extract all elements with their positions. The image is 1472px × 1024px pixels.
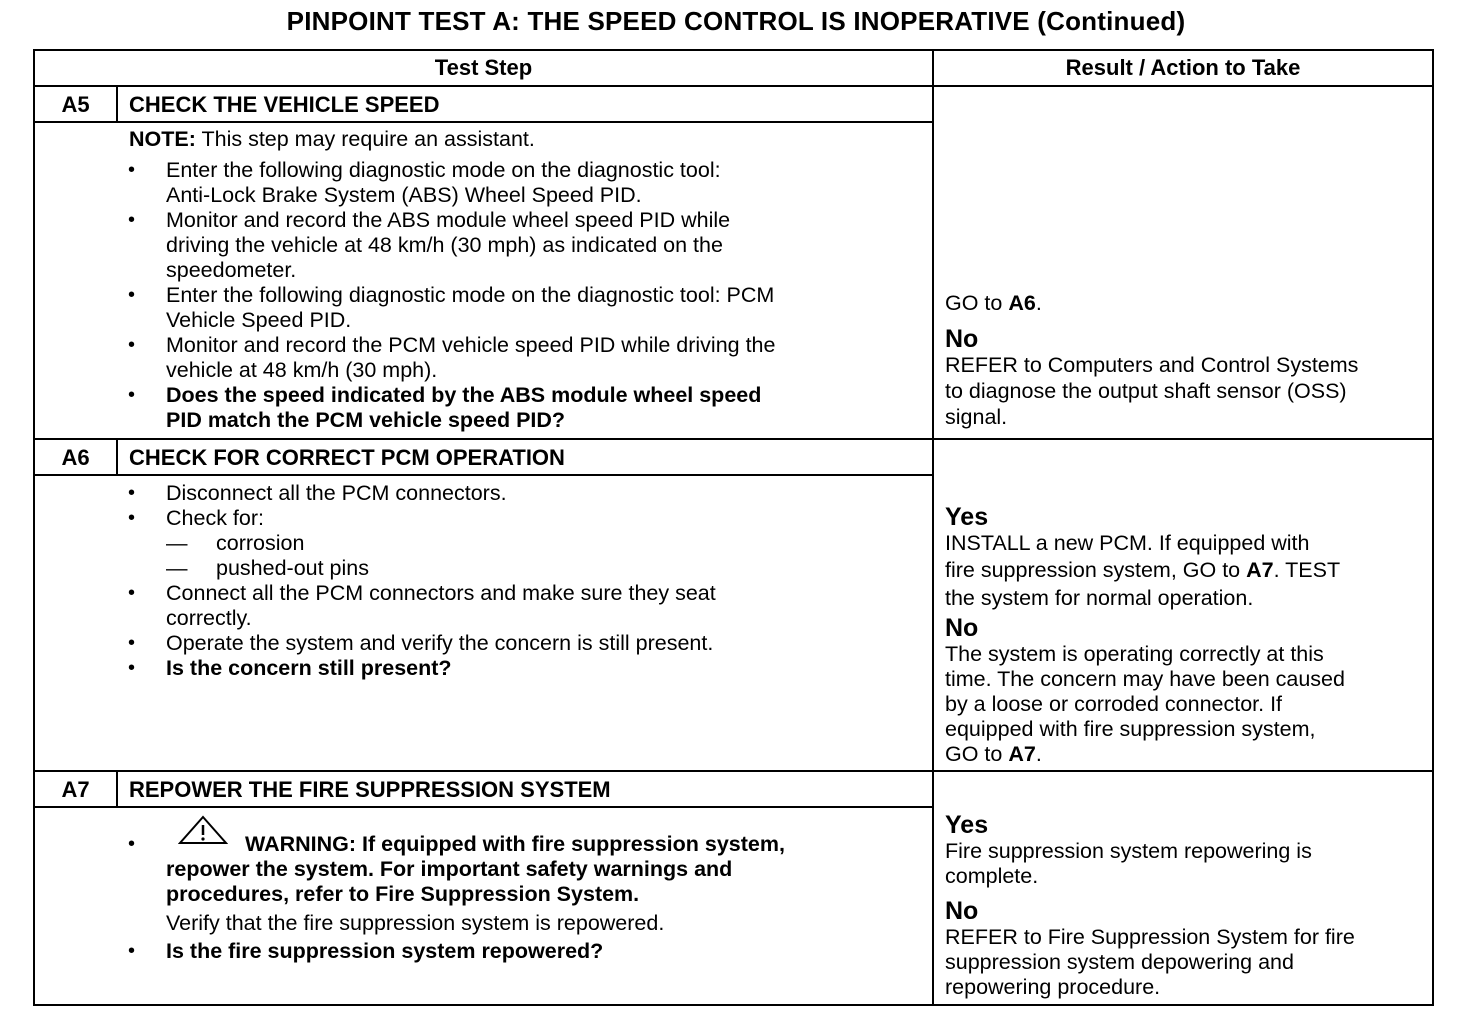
a6-heading-divider (35, 474, 933, 476)
a6-yes-line (945, 558, 1340, 583)
header-test-step: Test Step (434, 55, 533, 80)
a5-go-suffix: . (1035, 291, 1042, 315)
a6-no-go-suffix: . (1035, 742, 1042, 766)
a5-go-prefix: GO to (945, 291, 1009, 315)
a5-line: Anti-Lock Brake System (ABS) Wheel Speed PID. (166, 183, 642, 207)
a7-warning-line: procedures, refer to Fire Suppression System. (166, 882, 640, 906)
a7-question: Is the fire suppression system repowered? (166, 939, 604, 963)
a6-no-go-prefix: GO to (945, 742, 1009, 766)
dash: — (166, 556, 188, 580)
a6-line: Check for: (166, 506, 264, 530)
a5-line: driving the vehicle at 48 km/h (30 mph) as indicated on the (166, 233, 723, 257)
page-title: PINPOINT TEST A: THE SPEED CONTROL IS INOPERATIVE (Continued) (286, 6, 1186, 36)
step-heading-a7: REPOWER THE FIRE SUPPRESSION SYSTEM (129, 777, 611, 802)
bullet: • (128, 657, 136, 679)
a5-line: Monitor and record the ABS module wheel speed PID while (166, 208, 731, 232)
a6-no-line: time. The concern may have been caused (945, 667, 1345, 691)
a7-id-divider (116, 771, 118, 807)
a5-question: Does the speed indicated by the ABS module wheel speed (166, 383, 762, 407)
a6-yes-line: the system for normal operation. (945, 586, 1254, 610)
step-id-a5: A5 (61, 92, 90, 117)
a6-line: Connect all the PCM connectors and make sure they seat (166, 581, 716, 605)
a6-row-divider (35, 770, 1432, 772)
bullet: • (128, 507, 136, 529)
pinpoint-test-table (33, 49, 1434, 1006)
a7-no-line: repowering procedure. (945, 975, 1161, 999)
a7-no-label: No (945, 897, 979, 925)
a5-no-line: signal. (945, 405, 1008, 429)
bullet: • (128, 284, 136, 306)
a6-yes-suffix: . TEST (1273, 558, 1341, 582)
a6-line: pushed-out pins (216, 556, 369, 580)
a5-id-divider (116, 86, 118, 122)
a6-yes-line: INSTALL a new PCM. If equipped with (945, 531, 1310, 555)
a5-note-label: NOTE: (129, 127, 196, 151)
bullet: • (128, 833, 136, 855)
a6-no-label: No (945, 614, 979, 642)
a5-line: Monitor and record the PCM vehicle speed PID while driving the (166, 333, 776, 357)
a5-line: speedometer. (166, 258, 297, 282)
a6-yes-prefix: fire suppression system, GO to (945, 558, 1247, 582)
dash: — (166, 531, 188, 555)
a6-line: Disconnect all the PCM connectors. (166, 481, 507, 505)
a5-line: Enter the following diagnostic mode on the diagnostic tool: (166, 158, 721, 182)
a7-verify: Verify that the fire suppression system is repowered. (166, 911, 665, 935)
a6-yes-target: A7 (1246, 558, 1274, 582)
bullet: • (128, 582, 136, 604)
a5-no-line: REFER to Computers and Control Systems (945, 353, 1359, 377)
bullet: • (128, 384, 136, 406)
a5-result-go (945, 291, 1042, 316)
a7-yes-line: complete. (945, 864, 1039, 888)
a5-note-text: This step may require an assistant. (195, 127, 535, 151)
a6-no-line: by a loose or corroded connector. If (945, 692, 1283, 716)
a6-no-line: equipped with fire suppression system, (945, 717, 1316, 741)
bullet: • (128, 159, 136, 181)
a7-no-line: REFER to Fire Suppression System for fire (945, 925, 1355, 949)
a6-line: Operate the system and verify the concern is still present. (166, 631, 714, 655)
a7-warning-line: repower the system. For important safety warnings and (166, 857, 733, 881)
a6-no-line: The system is operating correctly at this (945, 642, 1324, 666)
a6-no-go (945, 742, 1042, 767)
a7-warning-line: WARNING: If equipped with fire suppression system, (245, 832, 785, 856)
a5-question: PID match the PCM vehicle speed PID? (166, 408, 566, 432)
a5-go-target: A6 (1008, 291, 1036, 315)
step-heading-a6: CHECK FOR CORRECT PCM OPERATION (129, 445, 565, 470)
a5-row-divider (35, 438, 1432, 440)
bullet: • (128, 482, 136, 504)
bullet: • (128, 632, 136, 654)
a7-yes-line: Fire suppression system repowering is (945, 839, 1312, 863)
a5-heading-divider (35, 121, 933, 123)
a5-note (129, 127, 535, 152)
a6-id-divider (116, 439, 118, 475)
step-id-a7: A7 (61, 777, 90, 802)
a6-question: Is the concern still present? (166, 656, 452, 680)
bullet: • (128, 209, 136, 231)
a7-heading-divider (35, 806, 933, 808)
step-id-a6: A6 (61, 445, 90, 470)
a5-line: vehicle at 48 km/h (30 mph). (166, 358, 438, 382)
bullet: • (128, 940, 136, 962)
a6-line: correctly. (166, 606, 252, 630)
a7-yes-label: Yes (945, 811, 989, 839)
column-divider (932, 51, 934, 1004)
bullet: • (128, 334, 136, 356)
a7-no-line: suppression system depowering and (945, 950, 1294, 974)
a6-line: corrosion (216, 531, 305, 555)
header-result: Result / Action to Take (1065, 55, 1301, 80)
a5-no-label: No (945, 325, 979, 353)
a5-no-line: to diagnose the output shaft sensor (OSS) (945, 379, 1347, 403)
step-heading-a5: CHECK THE VEHICLE SPEED (129, 92, 440, 117)
warning-triangle-icon (178, 815, 228, 845)
a6-yes-label: Yes (945, 503, 989, 531)
a5-line: Vehicle Speed PID. (166, 308, 352, 332)
header-divider (35, 85, 1432, 87)
a5-line: Enter the following diagnostic mode on the diagnostic tool: PCM (166, 283, 775, 307)
a6-no-go-target: A7 (1008, 742, 1036, 766)
